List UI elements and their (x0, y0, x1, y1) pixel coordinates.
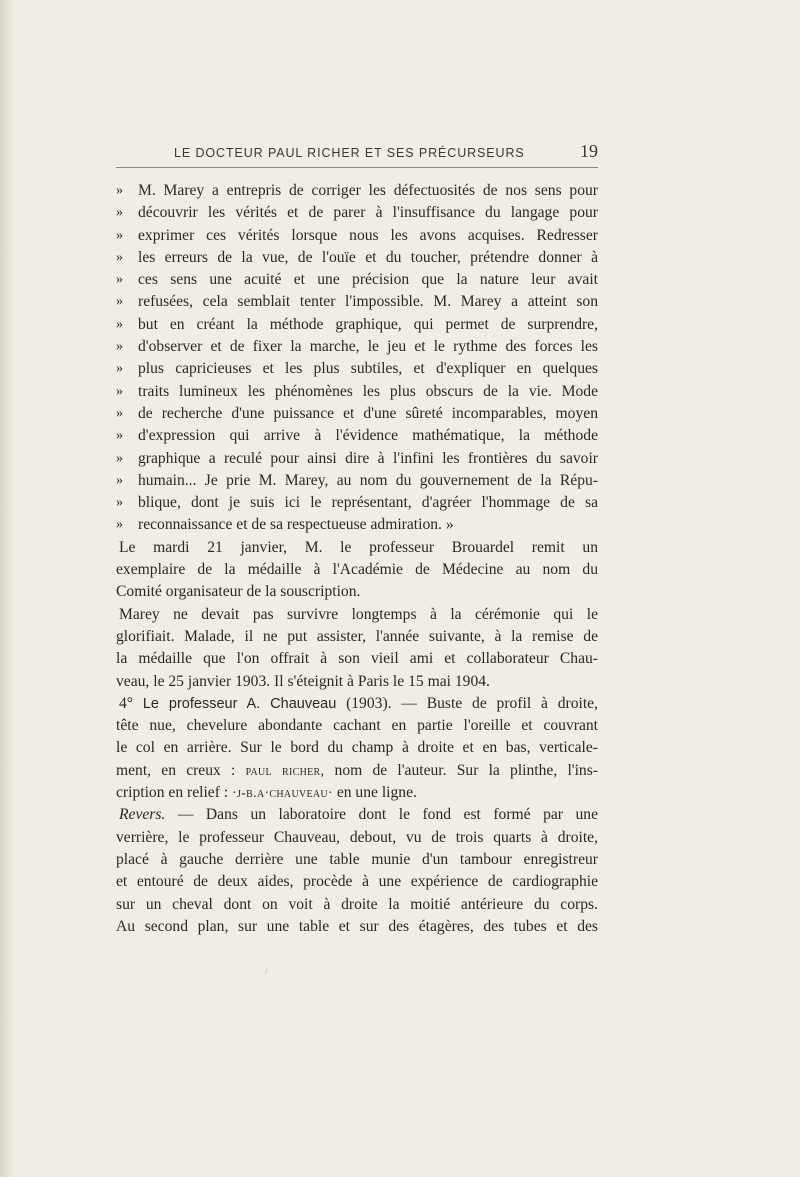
quote-mark: » (116, 316, 123, 332)
quote-mark: » (116, 405, 123, 421)
item-heading: Le professeur A. Chauveau (142, 695, 337, 712)
text-line (116, 626, 598, 648)
line-text: veau, le 25 janvier 1903. Il s'éteignit à Paris le 15 mai 1904. (116, 672, 490, 690)
quote-line (116, 492, 598, 514)
quote-line (116, 425, 598, 447)
quote-line (116, 336, 598, 358)
line-text: les erreurs de la vue, de l'ouïe et du toucher, prétendre donner à (138, 248, 598, 266)
line-text: découvrir les vérités et de parer à l'insuffisance du langage pour (138, 204, 598, 222)
text-line (116, 849, 598, 871)
page-edge-shadow (0, 0, 14, 1177)
text-line (116, 871, 598, 893)
line-text: refusées, cela semblait tenter l'impossible. M. Marey a atteint son (138, 293, 598, 311)
inscription-text: ·j-b.a·chauveau· (232, 786, 333, 802)
paragraph-marey (116, 604, 598, 693)
page-number: 19 (580, 141, 598, 161)
line-text: Comité organisateur de la souscription. (116, 583, 361, 601)
line-text: d'observer et de fixer la marche, le jeu et le rythme des forces les (138, 338, 598, 356)
author-signature-text: paul richer, (245, 763, 325, 779)
line-text: verrière, le professeur Chauveau, debout, vu de trois quarts à droite, (116, 828, 598, 846)
line-text: Marey ne devait pas survivre longtemps à la cérémonie qui le (119, 605, 598, 623)
quote-line (116, 202, 598, 224)
quote-mark: » (116, 428, 123, 444)
quote-line (116, 180, 598, 202)
text-line (116, 537, 598, 559)
text-line (116, 827, 598, 849)
quote-mark: » (116, 339, 123, 355)
line-text: M. Marey a entrepris de corriger les défectuosités de nos sens pour (138, 182, 598, 199)
line-text: graphique a reculé pour ainsi dire à l'infini les frontières du savoir (138, 449, 598, 467)
text-line (116, 671, 598, 693)
quote-line (116, 269, 598, 291)
stray-mark: / (265, 965, 269, 977)
text-line (116, 737, 598, 759)
running-title: LE DOCTEUR PAUL RICHER ET SES PRÉCURSEURS (174, 146, 525, 160)
quote-line (116, 470, 598, 492)
quote-mark: » (116, 383, 123, 399)
text-line (116, 559, 598, 581)
line-text: exemplaire de la médaille à l'Académie de Médecine au nom du (116, 561, 598, 579)
quote-mark: » (116, 227, 123, 243)
page-header (116, 143, 598, 168)
quote-mark: » (116, 249, 123, 265)
paragraph-chauveau (116, 693, 598, 804)
line-text: reconnaissance et de sa respectueuse admiration. » (138, 516, 454, 534)
line-text: but en créant la méthode graphique, qui permet de surprendre, (138, 315, 598, 333)
line-text: sur un cheval dont on voit à droite la moitié antérieure du corps. (116, 895, 598, 913)
line-text: exprimer ces vérités lorsque nous les avons acquises. Redresser (138, 226, 598, 244)
line-text: traits lumineux les phénomènes les plus obscurs de la vie. Mode (138, 382, 598, 400)
line-text: ces sens une acuité et une précision que la nature leur avait (138, 271, 598, 289)
quote-line (116, 403, 598, 425)
quote-mark: » (116, 495, 123, 511)
line-text: Au second plan, sur une table et sur des étagères, des tubes et des (116, 917, 598, 935)
line-text: glorifiait. Malade, il ne put assister, l'année suivante, à la remise de (116, 627, 598, 645)
line-text: (1903). — Buste de profil à droite, (346, 694, 598, 712)
quote-mark: » (116, 183, 123, 198)
line-text: le col en arrière. Sur le bord du champ à droite et en bas, verticale- (116, 739, 598, 757)
line-text: Le mardi 21 janvier, M. le professeur Brouardel remit un (119, 538, 598, 556)
text-line (116, 804, 598, 826)
quote-line (116, 291, 598, 313)
line-text: d'expression qui arrive à l'évidence mathématique, la méthode (138, 427, 598, 445)
quote-mark: » (116, 450, 123, 466)
quote-line (116, 247, 598, 269)
quote-block (116, 180, 598, 537)
line-text: plus capricieuses et les plus subtiles, et d'expliquer en quelques (138, 360, 598, 378)
line-text: placé à gauche derrière une table munie d'un tambour enregistreur (116, 850, 598, 868)
text-line (116, 916, 598, 938)
quote-mark: » (116, 205, 123, 221)
quote-mark: » (116, 361, 123, 377)
paragraph-brouardel (116, 537, 598, 604)
quote-line (116, 358, 598, 380)
quote-line (116, 381, 598, 403)
line-text: humain... Je prie M. Marey, au nom du gouvernement de la Répu- (138, 471, 598, 489)
quote-mark: » (116, 472, 123, 488)
text-line (116, 760, 598, 782)
line-text: de recherche d'une puissance et d'une sûreté incomparables, moyen (138, 404, 598, 422)
quote-mark: » (116, 294, 123, 310)
text-line (116, 604, 598, 626)
quote-mark: » (116, 272, 123, 288)
text-line (116, 782, 598, 804)
text-line (116, 648, 598, 670)
line-text: en une ligne. (336, 784, 417, 802)
quote-line (116, 448, 598, 470)
quote-line (116, 514, 598, 536)
quote-line (116, 225, 598, 247)
text-line (116, 581, 598, 603)
text-line (116, 715, 598, 737)
line-text: — Dans un laboratoire dont le fond est formé par une (177, 806, 598, 824)
revers-label: Revers. (119, 806, 166, 824)
line-text: tête nue, chevelure abondante cachant en partie l'oreille et couvrant (116, 717, 598, 735)
line-text: blique, dont je suis ici le représentant, d'agréer l'hommage de sa (138, 494, 598, 512)
line-text: et entouré de deux aides, procède à une expérience de cardiographie (116, 873, 598, 891)
line-text: cription en relief : (116, 784, 229, 802)
item-number: 4° (119, 694, 134, 712)
line-text: la médaille que l'on offrait à son vieil ami et collaborateur Chau- (116, 650, 598, 668)
line-text: nom de l'auteur. Sur la plinthe, l'ins- (334, 761, 598, 779)
text-line (116, 894, 598, 916)
text-line (116, 693, 598, 715)
quote-mark: » (116, 517, 123, 533)
body-text (116, 180, 598, 938)
quote-line (116, 314, 598, 336)
line-text: ment, en creux : (116, 761, 236, 779)
paragraph-revers (116, 804, 598, 938)
